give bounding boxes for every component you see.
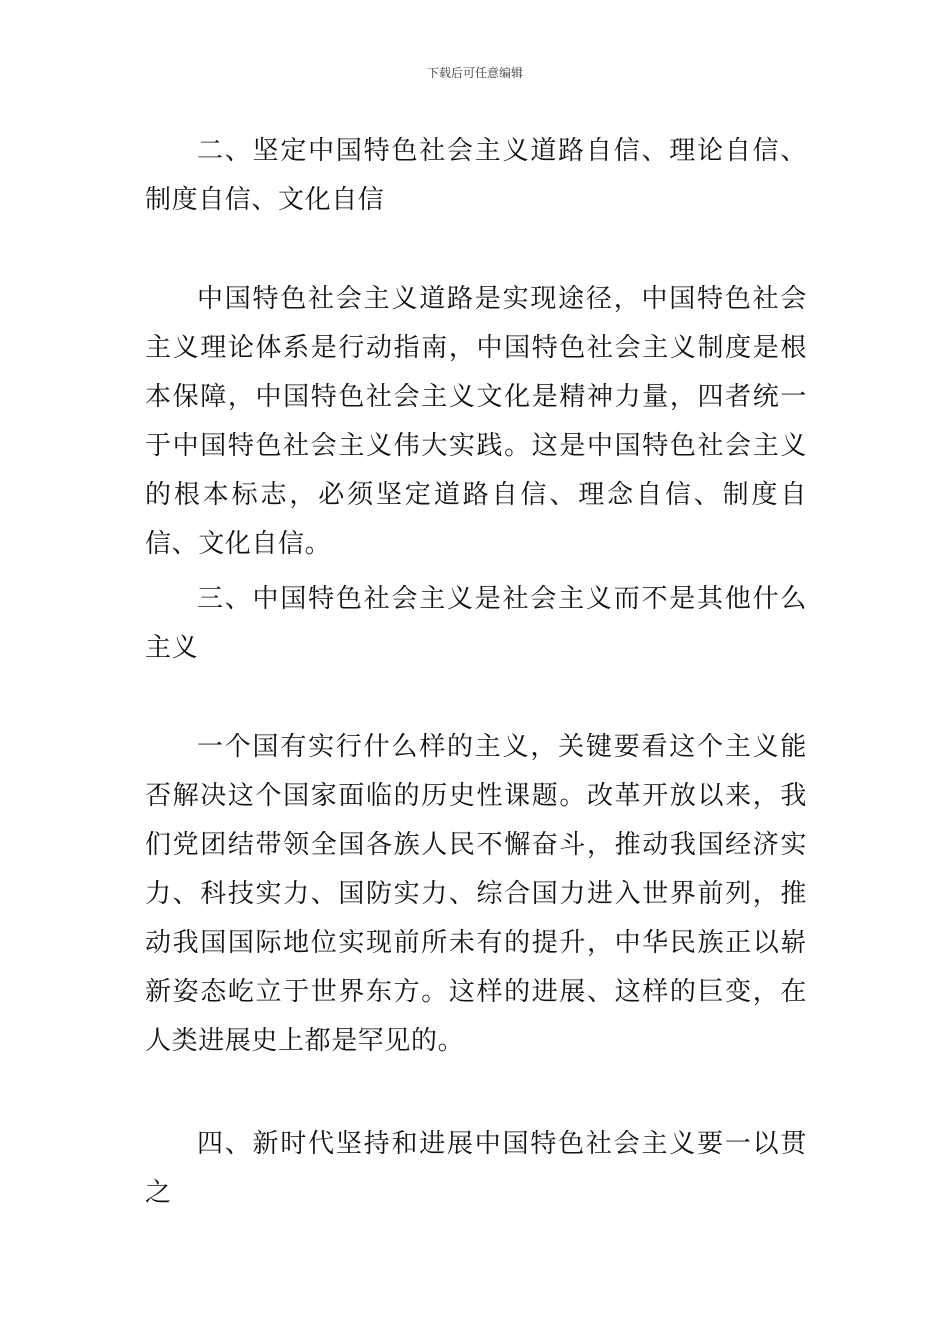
paragraph-text: 一个国有实行什么样的主义，关键要看这个主义能否解决这个国家面临的历史性课题。改革开放以来，我们党团结带领全国各族人民不懈奋斗，推动我国经济实力、科技实力、国防实力、综合国力进入世界前列，推动我国国际地位实现前所未有的提升，中华民族正以崭新姿态屹立于世界东方。这样的进展、这样的巨变，在人类进展史上都是罕见的。: [145, 732, 807, 1056]
paragraph-road-confidence: [145, 275, 807, 569]
section-heading-text: 二、坚定中国特色社会主义道路自信、理论自信、制度自信、文化自信: [145, 136, 807, 215]
section-heading-3: [145, 575, 807, 673]
section-heading-2: [145, 127, 807, 225]
paragraph-text: 中国特色社会主义道路是实现途径，中国特色社会主义理论体系是行动指南，中国特色社会主义制度是根本保障，中国特色社会主义文化是精神力量，四者统一于中国特色社会主义伟大实践。这是中国特色社会主义的根本标志，必须坚定道路自信、理念自信、制度自信、文化自信。: [145, 284, 807, 559]
section-heading-text: 三、中国特色社会主义是社会主义而不是其他什么主义: [145, 584, 807, 663]
paragraph-historic-achievement: [145, 723, 807, 1066]
page-header-note: 下载后可任意编辑: [426, 66, 523, 80]
section-heading-text: 四、新时代坚持和进展中国特色社会主义要一以贯之: [145, 1129, 807, 1208]
section-heading-4: [145, 1120, 807, 1218]
